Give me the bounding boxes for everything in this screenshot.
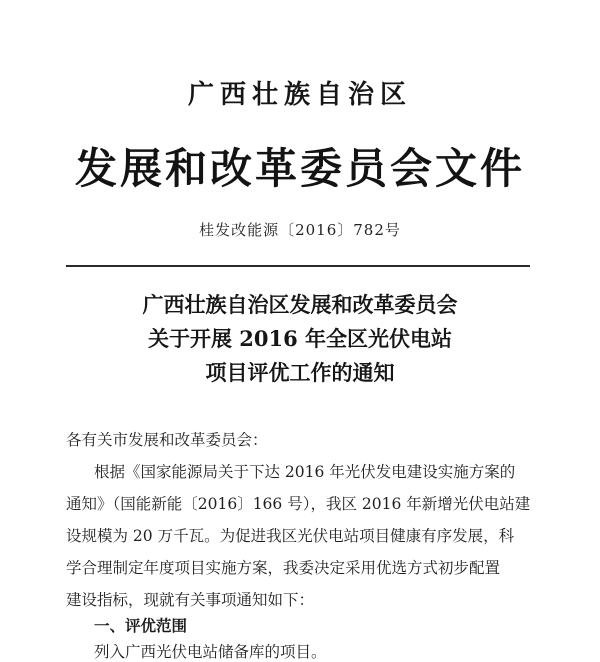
body-text-line: 学合理制定年度项目实施方案，我委决定采用优选方式初步配置 [66,559,501,577]
section-heading: 一、评优范围 [94,617,188,635]
body-text-line: 通知》（国能新能〔2016〕166 号），我区 2016 年新增光伏电站建 [66,495,531,513]
body-text-line: 根据《国家能源局关于下达 2016 年光伏发电建设实施方案的 [94,463,516,481]
document-title-line-3: 项目评优工作的通知 [205,360,395,385]
issuing-authority: 广西壮族自治区 [187,80,412,110]
section-text: 列入广西光伏电站储备库的项目。 [94,643,327,661]
document-type-heading: 发展和改革委员会文件 [74,144,525,193]
salutation: 各有关市发展和改革委员会： [66,431,268,449]
document-number: 桂发改能源〔2016〕782号 [199,221,401,239]
document-title-line-1: 广西壮族自治区发展和改革委员会 [142,292,458,317]
body-text-line: 设规模为 20 万千瓦。为促进我区光伏电站项目健康有序发展，科 [66,527,515,545]
body-text-line: 建设指标，现就有关事项通知如下： [66,591,315,609]
header-divider [66,265,530,267]
document-title-line-2: 关于开展 2016 年全区光伏电站 [147,326,453,351]
